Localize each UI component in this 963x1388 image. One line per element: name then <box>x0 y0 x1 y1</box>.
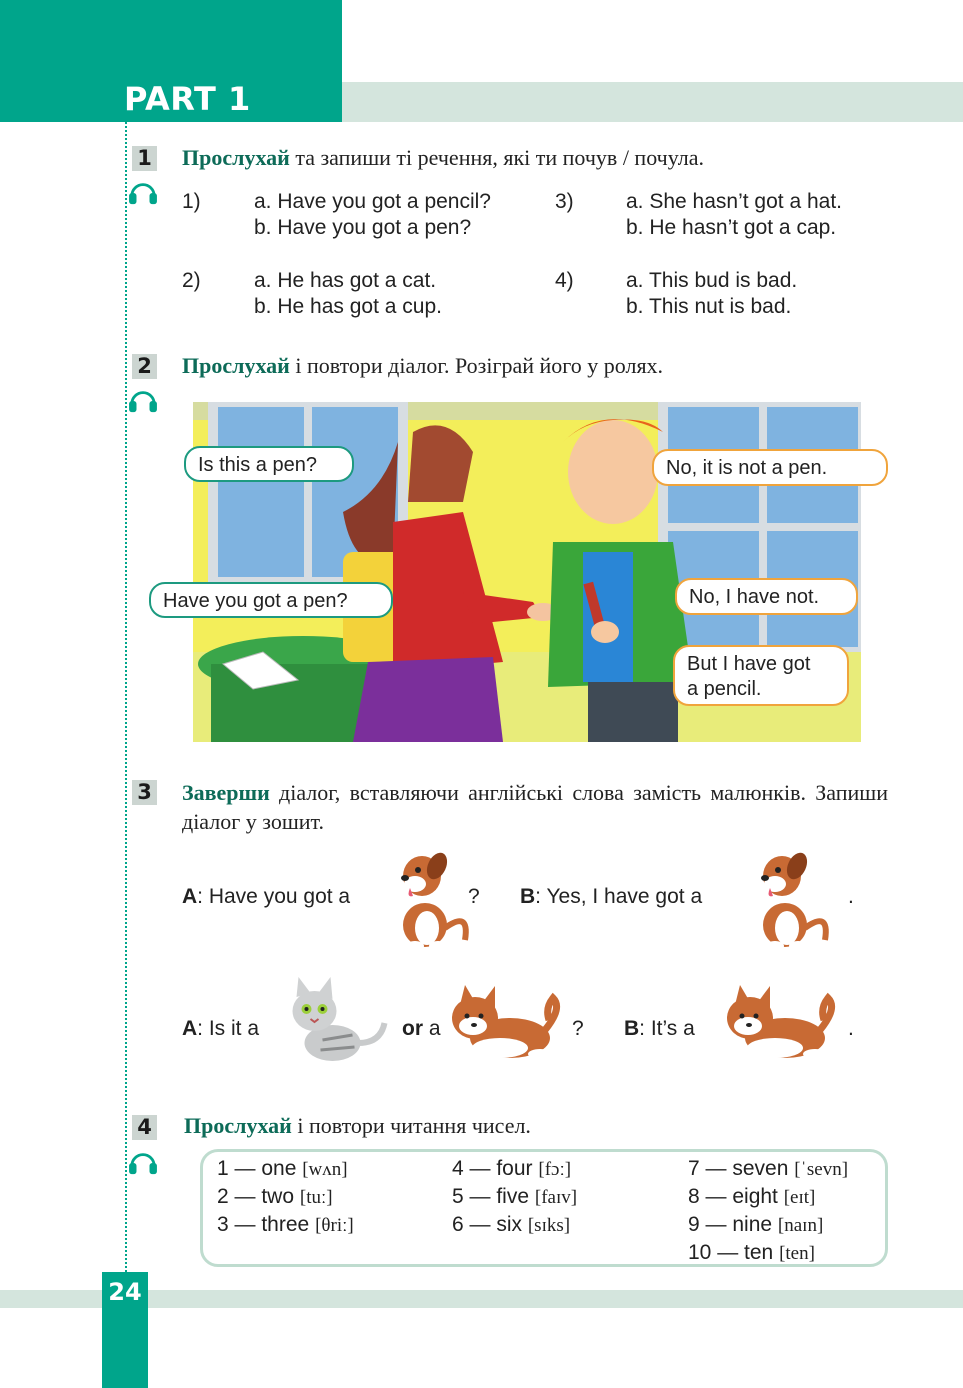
dialog-line-1-b: B: Yes, I have got a <box>520 885 703 908</box>
exercise-4-instruction <box>184 1113 531 1139</box>
number-entry: 8 — eight [eɪt] <box>688 1185 816 1208</box>
exercise-1-instruction <box>182 145 704 171</box>
instruction-text: діалог, вставляючи англійські слова замість малюнків. Запиши діалог у зошит. <box>182 780 888 834</box>
page-number: 24 <box>108 1278 142 1306</box>
speech-bubble-girl-2: Have you got a pen? <box>149 582 393 618</box>
item-number: 4) <box>555 269 574 292</box>
dialog-line-2-or: or a <box>402 1017 441 1040</box>
dog-picture-icon <box>740 840 835 955</box>
speech-bubble-boy-1: No, it is not a pen. <box>652 449 888 486</box>
exercise-4-number: 4 <box>132 1115 157 1140</box>
instruction-text: і повтори діалог. Розіграй його у ролях. <box>289 353 664 378</box>
instruction-text: та запиши ті речення, які ти почув / почула. <box>289 145 704 170</box>
numbers-column-2 <box>452 1155 577 1239</box>
item-number: 2) <box>182 269 201 292</box>
number-entry: 5 — five [faɪv] <box>452 1185 578 1208</box>
item-number: 3) <box>555 190 574 213</box>
numbers-column-3 <box>688 1155 848 1267</box>
dialog-line-2-b: B: It’s a <box>624 1017 695 1040</box>
instruction-verb: Заверши <box>182 780 270 805</box>
speech-bubble-boy-2: No, I have not. <box>675 578 858 615</box>
speech-bubble-boy-3: But I have got a pencil. <box>673 645 849 706</box>
headphones-icon[interactable] <box>127 388 159 414</box>
dog-picture-icon <box>445 980 570 1065</box>
full-stop: . <box>848 1017 854 1040</box>
exercise-1-number: 1 <box>132 146 157 171</box>
list-item: a. This bud is bad. b. This nut is bad. <box>626 269 798 318</box>
full-stop: . <box>848 885 854 908</box>
headphones-icon[interactable] <box>127 180 159 206</box>
instruction-verb: Прослухай <box>182 353 290 378</box>
number-entry: 9 — nine [naɪn] <box>688 1213 824 1236</box>
dialog-line-2-a: A: Is it a <box>182 1017 260 1040</box>
instruction-verb: Прослухай <box>182 145 290 170</box>
number-entry: 7 — seven [ˈsevn] <box>688 1157 849 1180</box>
list-item: a. Have you got a pencil? b. Have you got a pen? <box>254 190 491 239</box>
question-mark: ? <box>572 1017 584 1040</box>
number-entry: 4 — four [fɔː] <box>452 1157 572 1180</box>
list-item: a. She hasn’t got a hat. b. He hasn’t got a cap. <box>626 190 842 239</box>
part-title: PART 1 <box>124 80 251 118</box>
dialog-line-1-a: A: Have you got a <box>182 885 351 908</box>
number-entry: 6 — six [sɪks] <box>452 1213 571 1236</box>
speech-bubble-girl-1: Is this a pen? <box>184 446 354 482</box>
exercise-3-number: 3 <box>132 780 157 805</box>
exercise-2-number: 2 <box>132 354 157 379</box>
instruction-text: і повтори читання чисел. <box>291 1113 531 1138</box>
cat-picture-icon <box>280 975 395 1070</box>
number-entry: 10 — ten [ten] <box>688 1241 815 1264</box>
exercise-3-instruction <box>182 778 888 836</box>
number-entry: 2 — two [tuː] <box>217 1185 333 1208</box>
dog-picture-icon <box>720 980 845 1065</box>
margin-dotted-line <box>125 122 127 1272</box>
instruction-verb: Прослухай <box>184 1113 292 1138</box>
number-entry: 1 — one [wʌn] <box>217 1157 348 1180</box>
dog-picture-icon <box>380 840 475 955</box>
item-number: 1) <box>182 190 201 213</box>
header-band <box>342 82 963 122</box>
list-item: a. He has got a cat. b. He has got a cup. <box>254 269 442 318</box>
question-mark: ? <box>468 885 480 908</box>
headphones-icon[interactable] <box>127 1150 159 1176</box>
numbers-column-1 <box>217 1155 354 1239</box>
exercise-2-instruction <box>182 353 663 379</box>
number-entry: 3 — three [θriː] <box>217 1213 354 1236</box>
